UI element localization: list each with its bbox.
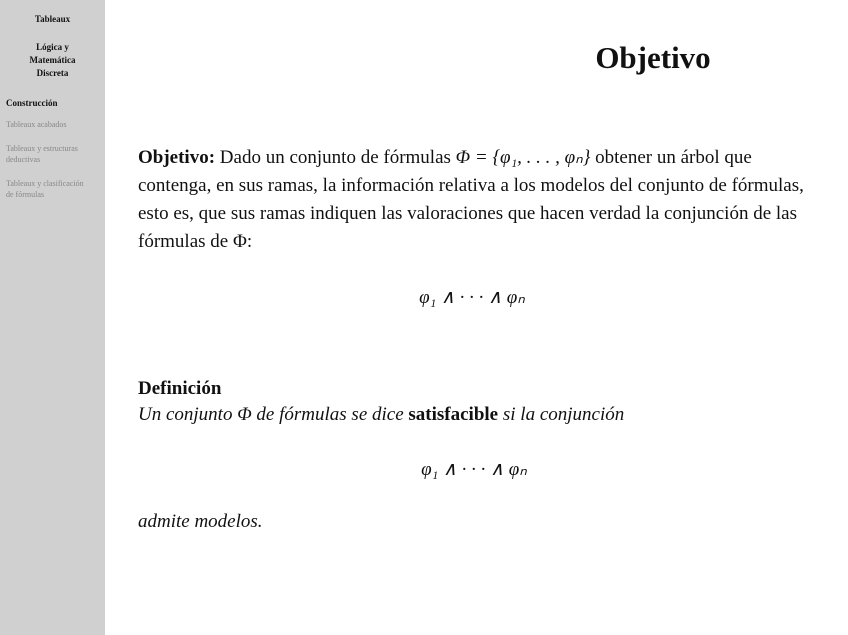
definition-title: Definición (138, 378, 222, 399)
objective-text-start: Dado un conjunto de fórmulas (219, 147, 456, 168)
display-formula-conjunction: φ₁ ∧ · · · ∧ φₙ (419, 287, 525, 308)
course-title-link[interactable]: Lógica y Matemática Discreta (29, 42, 76, 78)
sidebar-item-tableaux-acabados[interactable]: Tableaux acabados (6, 120, 67, 129)
sidebar-section-construccion[interactable]: Construcción (6, 98, 58, 108)
presentation-title-link[interactable]: Tableaux (34, 14, 71, 24)
sidebar-item-tableaux-estructuras[interactable]: Tableaux y estructuras deductivas (6, 144, 78, 164)
slide-content (138, 144, 810, 536)
display-formula-definition: φ₁ ∧ · · · ∧ φₙ (421, 459, 527, 480)
definition-end-text: admite modelos. (138, 511, 263, 532)
navigation-sidebar (0, 0, 105, 635)
objective-paragraph (138, 144, 810, 256)
definition-text-start: Un conjunto Φ de fórmulas se dice (138, 404, 409, 425)
definition-text-end: si la conjunción (498, 404, 625, 425)
definition-text (138, 402, 810, 428)
slide-title: Objetivo (595, 40, 711, 75)
objective-label: Objetivo: (138, 147, 216, 168)
objective-text-end: obtener un árbol que contenga, en sus ramas, la información relativa a los modelos del conjunto de fórmulas, esto es, que sus ramas indiquen las valoraciones que hacen verdad la conjunción de las fórmulas de Φ: (138, 147, 804, 252)
definition-keyword: satisfacible (408, 404, 499, 425)
formula-set: Φ = {φ₁, . . . , φₙ} (455, 147, 591, 168)
sidebar-item-tableaux-clasificacion[interactable]: Tableaux y clasificación de fórmulas (6, 179, 84, 199)
